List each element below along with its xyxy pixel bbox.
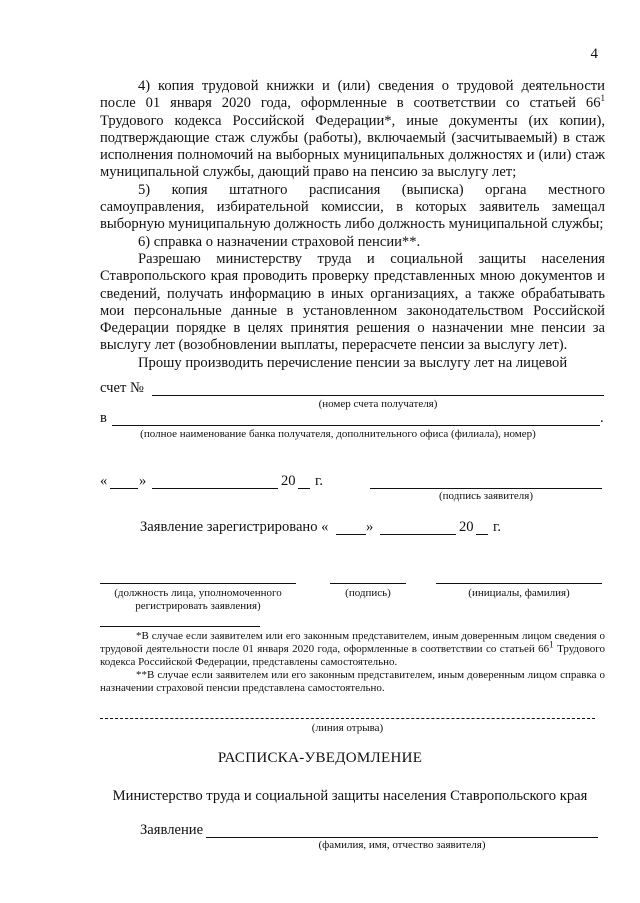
registered-month-field[interactable] [380,534,456,535]
consent-paragraph: Разрешаю министерству труда и социальной защиты населения Ставропольского края проводить проверку представленных мною документов и сведений, получать информацию в иных организациях, а также обрабатывать мои персональные данные в установленном законодательством Российской Федерации порядке в целях принятия решения о назначении мне пенсии за выслугу лет (возобновлении выплаты, перерасчете пенсии за выслугу лет). [100,250,605,354]
footnote-2: **В случае если заявителем или его законным представителем, иным доверенным лицом справка о назначении страховой пенсии представлена самостоятельно. [100,669,605,694]
bank-name-field[interactable] [112,425,600,426]
registered-suffix: г. [493,519,501,535]
date-close: » [139,473,147,489]
transfer-request: Прошу производить перечисление пенсии за выслугу лет на лицевой [138,354,568,371]
footnote-1: *В случае если заявителем или его законным представителем, иным доверенным лицом сведения о трудовой деятельности после 01 января 2020 года, оформленные в соответствии со статьей $66^1$ Трудового кодекса Российской Федерации, представлены самостоятельно. [100,630,605,668]
date-day-field[interactable] [110,488,138,489]
date-year-field[interactable] [298,488,310,489]
registered-year-prefix: 20 [459,519,474,535]
footnotes [100,630,605,695]
applicant-name-caption: (фамилия, имя, отчество заявителя) [318,839,486,851]
applicant-name-field[interactable] [206,837,598,838]
registered-close: » [366,519,374,535]
official-position-field[interactable] [100,583,296,584]
page-number: 4 [590,46,598,62]
account-label: счет № [100,380,144,396]
item-4: 4) копия трудовой книжки и (или) сведения о трудовой деятельности после 01 января 2020 года, оформленные в соответствии со статьей $66^1$ Трудового кодекса Российской Федерации*, иные документы (их копии), подтверждающие стаж службы (работы), включаемый (засчитываемый) в стаж исполнения полномочий на выборных муниципальных должностях и (или) стаж муниципальной службы, дающий право на пенсию за выслугу лет; [100,78,605,181]
item-6: 6) справка о назначении страховой пенсии**. [138,233,421,250]
registered-year-field[interactable] [476,534,488,535]
date-year-prefix: 20 [281,473,296,489]
document-body [100,78,605,372]
account-number-field[interactable] [152,395,604,396]
date-open: « [100,473,108,489]
registered-text: Заявление зарегистрировано « [140,519,329,535]
bank-end: . [600,410,604,426]
cut-line [100,718,595,719]
applicant-signature-caption: (подпись заявителя) [438,490,534,502]
bank-label: в [100,410,107,426]
official-name-caption: (инициалы, фамилия) [468,587,570,599]
item-5: 5) копия штатного расписания (выписка) органа местного самоуправления, избирательной комиссии, в которых заявитель замещал выборную муниципальную должность либо должность муниципальной службы; [100,181,605,233]
account-caption: (номер счета получателя) [318,398,438,410]
receipt-label: Заявление [140,822,204,838]
date-suffix: г. [315,473,323,489]
cut-line-caption: (линия отрыва) [311,722,384,734]
official-name-field[interactable] [436,583,602,584]
receipt-title: РАСПИСКА-УВЕДОМЛЕНИЕ [217,750,423,766]
date-month-field[interactable] [152,488,278,489]
receipt-ministry: Министерство труда и социальной защиты населения Ставропольского края [112,788,588,804]
bank-caption: (полное наименование банка получателя, дополнительного офиса (филиала), номер) [140,428,536,440]
applicant-signature-field[interactable] [370,488,602,489]
official-signature-caption: (подпись) [345,587,391,599]
official-position-caption: (должность лица, уполномоченного регистрировать заявления) [114,587,282,612]
official-signature-field[interactable] [330,583,406,584]
registered-day-field[interactable] [336,534,366,535]
footnote-separator [100,626,260,627]
